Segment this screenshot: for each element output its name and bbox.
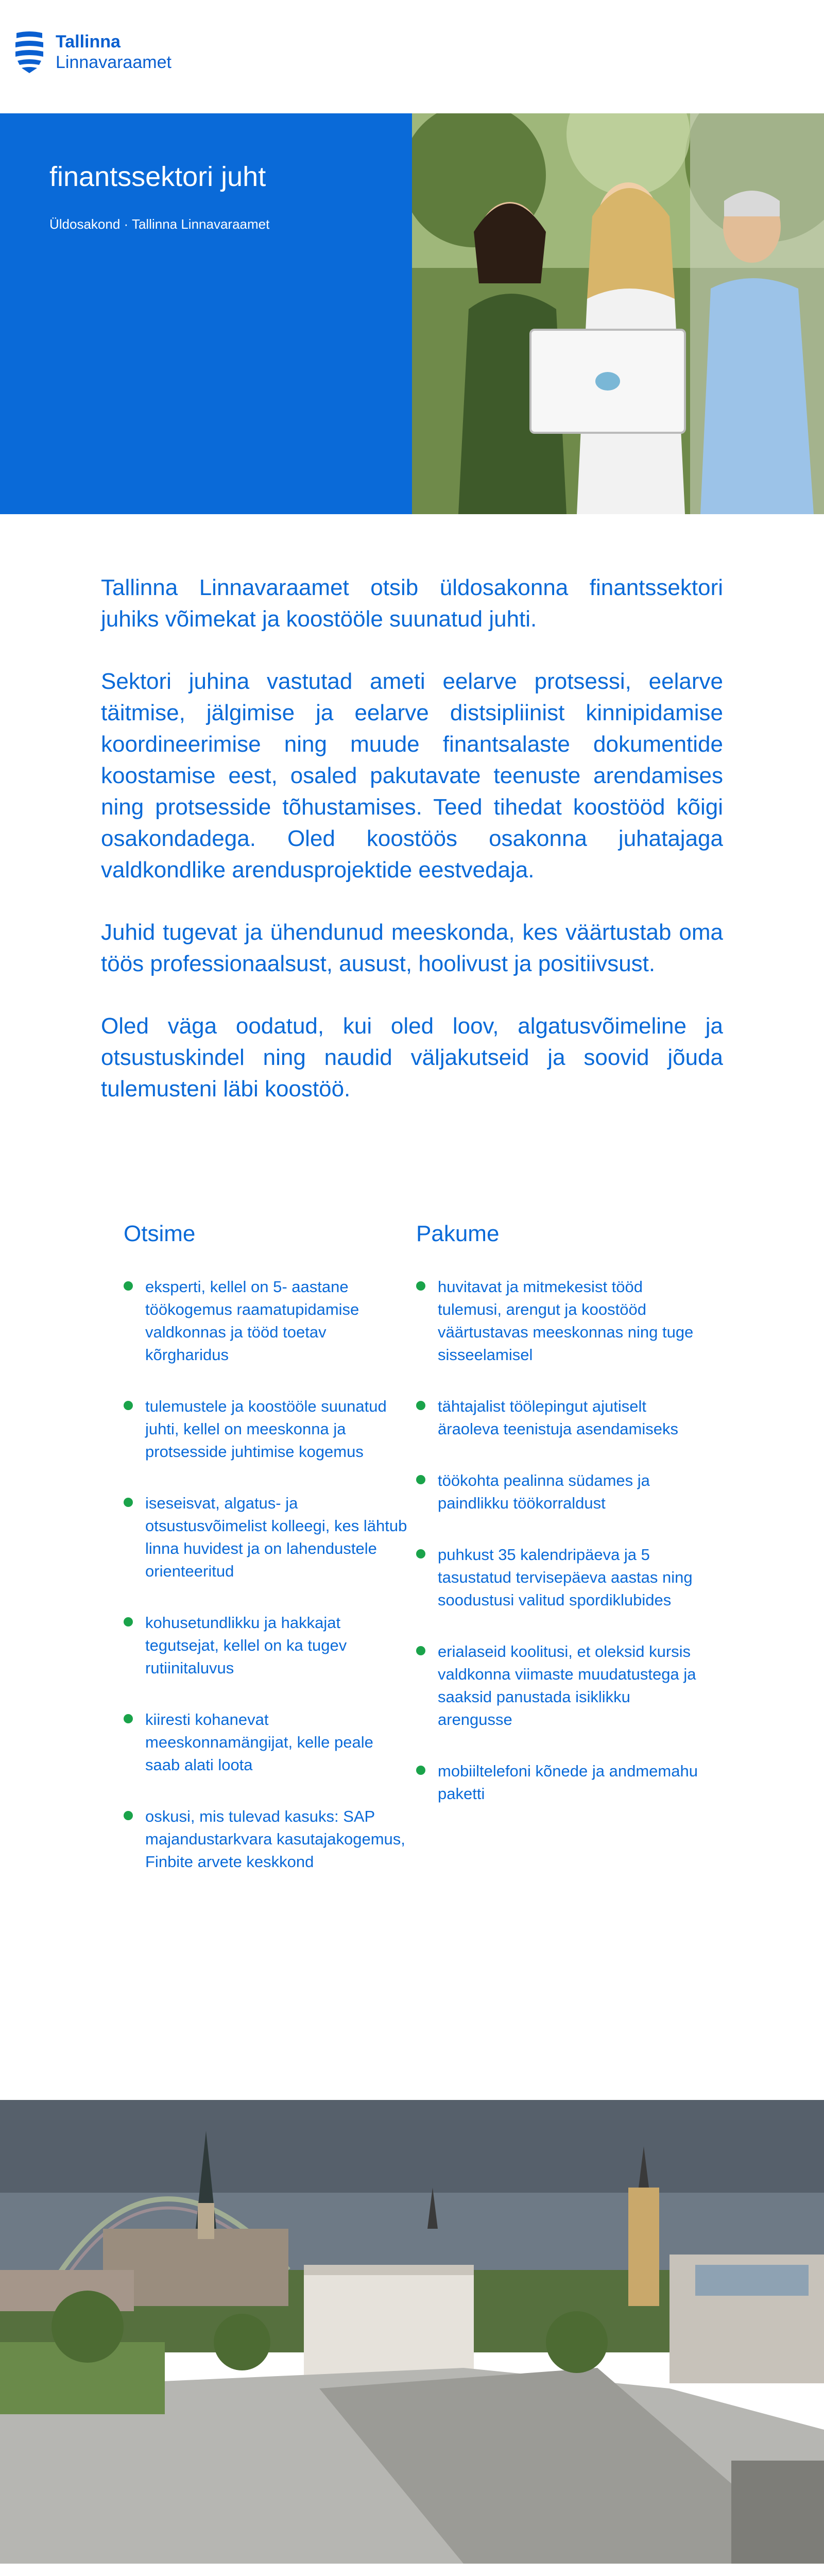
- offer-item: [416, 1276, 705, 1366]
- bullet-icon: [124, 1714, 133, 1723]
- top-bar: [0, 0, 824, 113]
- offer-list: [416, 1276, 705, 1805]
- seek-item: [124, 1395, 412, 1463]
- offer-item-text: tähtajalist töölepingut ajutiselt äraoleva teenistuja asendamiseks: [438, 1397, 678, 1438]
- tallinn-logo[interactable]: [13, 31, 171, 73]
- hero-team-photo: [412, 113, 824, 514]
- seek-heading: Otsime: [124, 1221, 196, 1246]
- seek-item-text: oskusi, mis tulevad kasuks: SAP majandustarkvara kasutajakogemus, Finbite arvete keskkond: [145, 1807, 405, 1871]
- offer-item-text: mobiiltelefoni kõnede ja andmemahu paketti: [438, 1762, 698, 1803]
- logo-text: [56, 31, 171, 73]
- bullet-icon: [416, 1401, 425, 1410]
- seek-item-text: kohusetundlikku ja hakkajat tegutsejat, kellel on ka tugev rutiinitaluvus: [145, 1614, 347, 1677]
- job-department: Üldosakond · Tallinna Linnavaraamet: [49, 216, 270, 232]
- seek-column: [124, 1221, 412, 1902]
- bullet-icon: [124, 1401, 133, 1410]
- seek-item-text: iseseisvat, algatus- ja otsustusvõimelist kolleegi, kes lähtub linna huvidest ja on lahendustele orienteeritud: [145, 1494, 407, 1580]
- offer-item: [416, 1395, 705, 1440]
- offer-item: [416, 1469, 705, 1515]
- intro-paragraph-3: Juhid tugevat ja ühendunud meeskonda, kes väärtustab oma töös professionaalsust, ausust, hoolivust ja positiivsust.: [101, 920, 723, 976]
- seek-item: [124, 1276, 412, 1366]
- bullet-icon: [416, 1646, 425, 1655]
- bullet-icon: [124, 1811, 133, 1820]
- bullet-icon: [124, 1281, 133, 1291]
- seek-item-text: tulemustele ja koostööle suunatud juhti, kellel on meeskonna ja protsesside juhtimise kogemus: [145, 1397, 387, 1461]
- hero-blue-panel: [0, 113, 412, 514]
- bullet-icon: [124, 1617, 133, 1626]
- intro-paragraph-2: Sektori juhina vastutad ameti eelarve protsessi, eelarve täitmise, jälgimise ja eelarve distsipliinist kinnipidamise koordineerimise ning muude finantsalaste dokumentide koostamise eest, osaled pakutavate teenuste arendamises ning protsesside tõhustamises. Teed tihedat koostööd kõigi osakondadega. Oled koostöös osakonna juhatajaga valdkondlike arendusprojektide eestvedaja.: [101, 669, 723, 883]
- seek-item-text: kiiresti kohanevat meeskonnamängijat, kelle peale saab alati loota: [145, 1710, 373, 1774]
- intro-paragraph-1: Tallinna Linnavaraamet otsib üldosakonna finantssektori juhiks võimekat ja koostööle suunatud juhti.: [101, 575, 723, 632]
- job-title: finantssektori juht: [49, 161, 266, 192]
- bullet-icon: [416, 1281, 425, 1291]
- seek-list: [124, 1276, 412, 1873]
- bullet-icon: [124, 1498, 133, 1507]
- logo-line-1: Tallinna: [56, 32, 121, 52]
- offer-column: [416, 1221, 705, 1834]
- offer-item-text: erialaseid koolitusi, et oleksid kursis valdkonna viimaste muudatustega ja saaksid panustada isiklikku arengusse: [438, 1642, 696, 1728]
- bullet-icon: [416, 1766, 425, 1775]
- intro-paragraph-4: Oled väga oodatud, kui oled loov, algatusvõimeline ja otsustuskindel ning naudid väljakutseid ja soovid jõuda tulemusteni läbi koostöö.: [101, 1013, 723, 1101]
- offer-item: [416, 1760, 705, 1805]
- bullet-icon: [416, 1549, 425, 1558]
- offer-item-text: puhkust 35 kalendripäeva ja 5 tasustatud tervisepäeva aastas ning soodustusi valitud spordiklubides: [438, 1546, 693, 1609]
- logo-line-2: Linnavaraamet: [56, 53, 171, 72]
- seek-item: [124, 1708, 412, 1776]
- offer-item: [416, 1640, 705, 1731]
- offer-item: [416, 1544, 705, 1612]
- seek-item: [124, 1805, 412, 1873]
- seek-item-text: eksperti, kellel on 5- aastane töökogemus raamatupidamise valdkonnas ja tööd toetav kõrgharidus: [145, 1278, 359, 1364]
- offer-item-text: töökohta pealinna südames ja paindlikku töökorraldust: [438, 1471, 650, 1512]
- job-description: [101, 572, 723, 1136]
- hero-section: [0, 113, 824, 514]
- bullet-icon: [416, 1475, 425, 1484]
- tallinn-city-photo: [0, 2100, 824, 2564]
- offer-item-text: huvitavat ja mitmekesist tööd tulemusi, arengut ja koostööd väärtustavas meeskonnas ning tuge sisseelamisel: [438, 1278, 694, 1364]
- seek-item: [124, 1492, 412, 1583]
- seek-item: [124, 1612, 412, 1680]
- offer-heading: Pakume: [416, 1221, 500, 1246]
- tallinn-crest-icon: [13, 31, 45, 73]
